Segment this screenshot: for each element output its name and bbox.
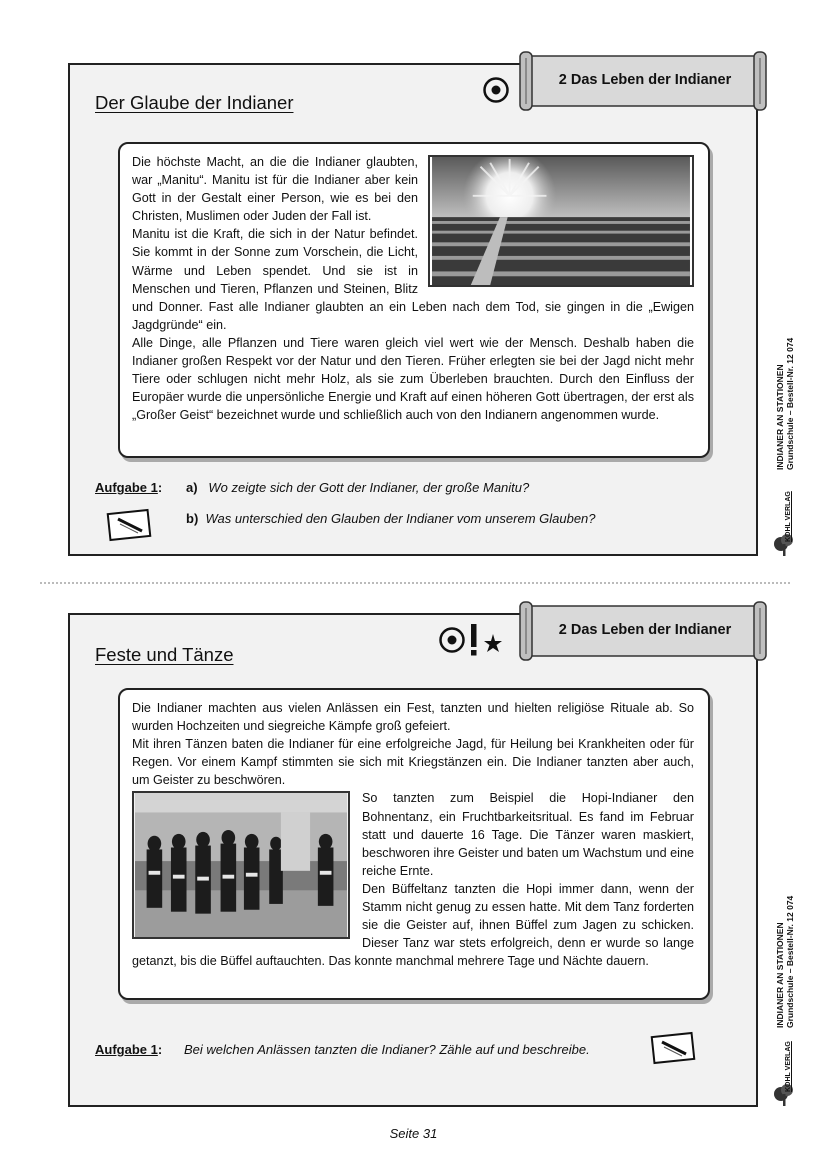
section-banner-2 <box>518 600 768 662</box>
paragraph: Alle Dinge, alle Pflanzen und Tiere waren gleich viel wert wie der Mensch. Deshalb haben die Indianer großen Respekt vor der Natur und den Tieren. Früher erlegten sie bei der Jagd nicht mehr Tiere oder schlugen nicht mehr Holz, als sie zum Überleben brauchten. Durch den Einfluss der Europäer wurde die unpersönliche Energie und Kraft auf einen höheren Gott übertragen, der erst als „Großer Geist“ bezeichnet wurde und schließlich auch von den Indianern angenommen wurde. <box>132 335 694 423</box>
banner-label: 2 Das Leben der Indianer <box>558 622 732 638</box>
activity-symbols <box>482 76 512 111</box>
paragraph: Die Indianer machten aus vielen Anlässen ein Fest, tanzten und hielten religiöse Rituale ab. So wurden Hochzeiten und siegreiche Kämpfe groß gefeiert. <box>132 701 694 734</box>
paragraph: Den Büffeltanz tanzten die Hopi immer dann, wenn der Stamm nicht genug zu essen hatte. Mit dem Tanz forderten sie die Geister auf, ihnen Büffel zum Jagen zu schicken. Dieser Tanz war stets erfolgreich, denn er wurde so lange getanzt, bis die Büffel auftauchten. Das konnte manchmal mehrere Tage und Nächte dauern. <box>132 881 694 969</box>
info-textbox <box>118 142 710 458</box>
target-icon <box>482 76 512 106</box>
sunset-field-photo <box>428 155 694 287</box>
task-label: Aufgabe 1: <box>95 1042 163 1057</box>
task-label: Aufgabe 1: <box>95 480 163 495</box>
exclamation-icon <box>471 624 477 656</box>
writing-task-icon <box>650 1031 698 1065</box>
series-sidebar-1: INDIANER AN STATIONEN Grundschule – Bestell-Nr. 12 074 <box>775 337 795 470</box>
paragraph: Mit ihren Tänzen baten die Indianer für eine erfolgreiche Jagd, für Heilung bei Krankheiten oder für Regen. Vor einem Kampf stimmten sie sich mit Kriegstänzen ein. Die Indianer tanzten aber auch, um Geister zu beschwören. <box>132 737 694 788</box>
task-question: Bei welchen Anlässen tanzten die Indianer? Zähle auf und beschreibe. <box>184 1042 590 1057</box>
series-sidebar-2: INDIANER AN STATIONEN Grundschule – Bestell-Nr. 12 074 <box>775 895 795 1028</box>
logo-text: KOHL VERLAG <box>785 491 792 542</box>
section-banner-1 <box>518 50 768 112</box>
logo-text: KOHL VERLAG <box>785 1041 792 1092</box>
cut-line <box>40 582 790 584</box>
page-number: Seite 31 <box>389 1126 438 1141</box>
info-textbox <box>118 688 710 1000</box>
task-question-b: b) Was unterschied den Glauben der Indianer vom unserem Glauben? <box>186 511 596 526</box>
publisher-logo <box>772 486 800 563</box>
paragraph: Die höchste Macht, an die die Indianer glaubten, war „Manitu“. Manitu ist für die Indianer aber kein Gott in der Gestalt einer Person, wie es bei den Christen, Muslimen oder Juden der Fall ist. <box>132 155 418 224</box>
star-icon <box>484 634 502 652</box>
section-title: Der Glaube der Indianer <box>95 92 294 113</box>
paragraph: Manitu ist die Kraft, die sich in der Natur befindet. Sie kommt in der Sonne zum Vorschein, die Licht, Wärme und Leben spendet. Und sie ist in Menschen und Tieren, Pflanzen und Steinen, Blitz und Donner. Fast alle Indianer glaubten an ein Leben nach dem Tod, sie gingen in die „Ewigen Jagdgründe“ ein. <box>132 227 694 332</box>
dancers-photo <box>132 791 350 939</box>
task-question-a: a) Wo zeigte sich der Gott der Indianer, der große Manitu? <box>186 480 530 495</box>
activity-symbols <box>438 622 510 663</box>
publisher-logo <box>772 1036 800 1113</box>
target-icon <box>441 629 464 652</box>
writing-task-icon <box>106 508 154 542</box>
section-title: Feste und Tänze <box>95 644 234 665</box>
paragraph: So tanzten zum Beispiel die Hopi-Indianer den Bohnentanz, ein Fruchtbarkeitsritual. Es fand im Februar statt und dauerte 16 Tage. Die Tänzer waren maskiert, beschworen ihre Geister und baten um Wachstum und eine reiche Ernte. <box>362 791 694 878</box>
banner-label: 2 Das Leben der Indianer <box>558 72 732 88</box>
